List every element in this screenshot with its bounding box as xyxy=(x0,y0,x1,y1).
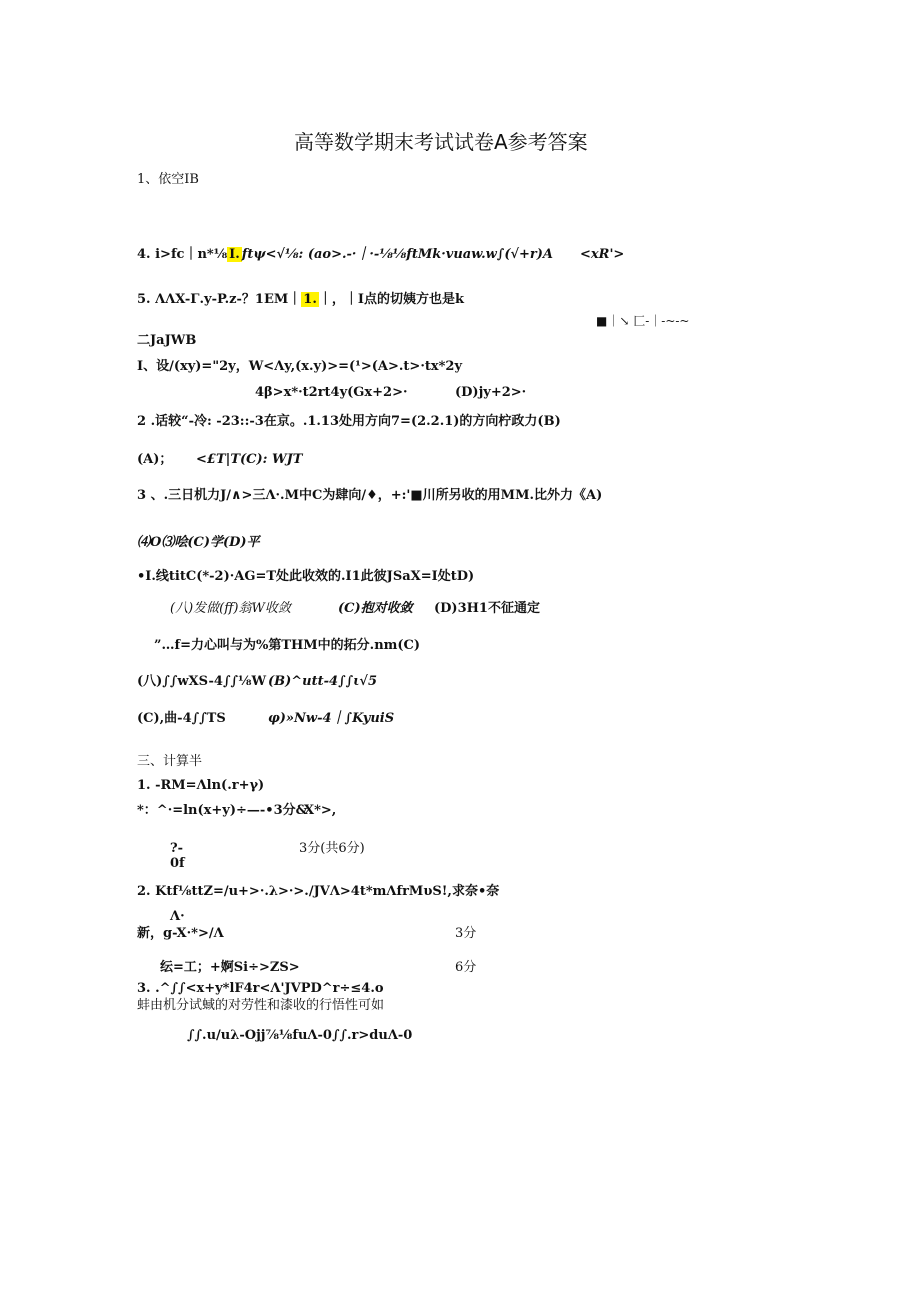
s2-question-2-option-c: <£T|T(C): WJT xyxy=(196,452,303,467)
calc-3-step-2: ∫∫.u∕uλ-Ojj⅞⅛fuΛ-0∫∫.r>duΛ-0 xyxy=(187,1028,413,1043)
section-3-heading: 三、计算半 xyxy=(137,754,203,769)
document-title: 高等数学期末考试试卷A参考答案 xyxy=(294,130,588,154)
s2-question-2: 2 .话较“-冷: -23::-3在京。.1.13处用方向7=(2.2.1)的方向柠政力(B) xyxy=(137,414,561,429)
question-5-side-mark: ■｜↘ 匚-｜-~-~ xyxy=(596,314,690,328)
calc-2-step-1: Λ· xyxy=(170,909,185,924)
s2-question-4-option-d: (D)3H1不征通定 xyxy=(434,601,540,616)
calc-1: 1. -RM=Λln(.r+γ) xyxy=(137,778,265,793)
section-1-heading: 1、依空IB xyxy=(137,172,199,187)
question-4-text-a: i>fc｜n*⅛ xyxy=(155,247,228,262)
calc-1-step-1-right: X*>, xyxy=(304,803,337,818)
calc-1-step-3: 0f xyxy=(170,856,185,871)
s2-question-3-options: ⑷O⑶哙(C)学(D)平 xyxy=(137,535,260,550)
calc-3: 3. .^∫∫<x+y*lF4r<Λ'JVPD^r÷≤4.o xyxy=(137,981,384,996)
calc-1-step-1: *：^·=ln(x+y)÷—-•3分& xyxy=(137,803,308,818)
s2-question-1-option-c: 4β>x*·t2rt4y(Gx+2>· xyxy=(255,385,408,400)
question-4-highlight: I. xyxy=(229,247,240,262)
s2-question-5-option-a: (八)∫∫wXS-4∫∫⅛W xyxy=(137,674,267,689)
question-5-text-a: ΛΛX-Γ.y-P.z-？1EM｜ xyxy=(155,292,302,307)
calc-1-score: 3分(共6分) xyxy=(299,841,365,856)
question-4 xyxy=(137,247,553,263)
s2-question-4-option-c: (C)抱对收敛 xyxy=(338,601,413,616)
s2-question-5: ”…f=力心叫与为%第THM中的拓分.nm(C) xyxy=(154,638,421,653)
s2-question-1-option-d: (D)jy+2>· xyxy=(455,385,527,400)
s2-question-1: I、设/(xy)="2y，W<Λy,(x.y)>=(¹>(A>.t>·tx*2y xyxy=(137,359,463,374)
question-5-highlight: 1. xyxy=(303,292,317,307)
s2-question-3: 3 、.三日机力J∕∧>三Λ·.M中C为肆向/♦，+:'■川所另收的用MM.比外力《A) xyxy=(137,488,603,503)
calc-1-step-2: ?- xyxy=(170,841,184,856)
question-5-text-b: ｜，｜I点的切姨方也是k xyxy=(318,292,464,307)
question-5-number: 5. xyxy=(137,292,151,307)
s2-question-5-option-d: φ)»Nw-4｜∫KyuiS xyxy=(268,711,395,726)
s2-question-4: •I.线titC(*-2)·AG=T处此收效的.I1此彼JSaX=I处tD) xyxy=(137,569,475,584)
question-4-answer: <xR'> xyxy=(580,247,625,262)
calc-2-step-2: 新，g-X·*>∕Λ xyxy=(137,926,224,941)
question-5 xyxy=(137,292,464,308)
calc-2-score-2: 6分 xyxy=(455,960,477,975)
calc-3-step-1: 蚌由机分试蜮的对劳性和漆收的行悟性可如 xyxy=(137,998,385,1013)
calc-2: 2. Ktf⅛ttZ=∕u+>·.λ>·>./JVΛ>4t*mΛfrMυS!,求奈•奈 xyxy=(137,884,500,899)
s2-question-5-option-c: (C),曲-4∫∫TS xyxy=(137,711,226,726)
s2-question-4-option-ab: (八)发做(ff)翁W收敛 xyxy=(170,601,291,616)
s2-question-2-option-a: (A)； xyxy=(137,452,173,467)
question-4-text-b: ftψ<√⅛: (ao>.-·｜·-⅛⅛ftMk·vuaw.w∫(√+r)A xyxy=(241,247,553,262)
calc-2-score-1: 3分 xyxy=(455,926,477,941)
s2-question-5-option-b: (B)^utt-4∫∫ι√5 xyxy=(268,674,378,689)
section-2-heading: 二JaJWB xyxy=(137,333,197,348)
calc-2-step-3: 纭=工；+婀Si÷>ZS> xyxy=(160,960,300,975)
question-4-number: 4. xyxy=(137,247,151,262)
